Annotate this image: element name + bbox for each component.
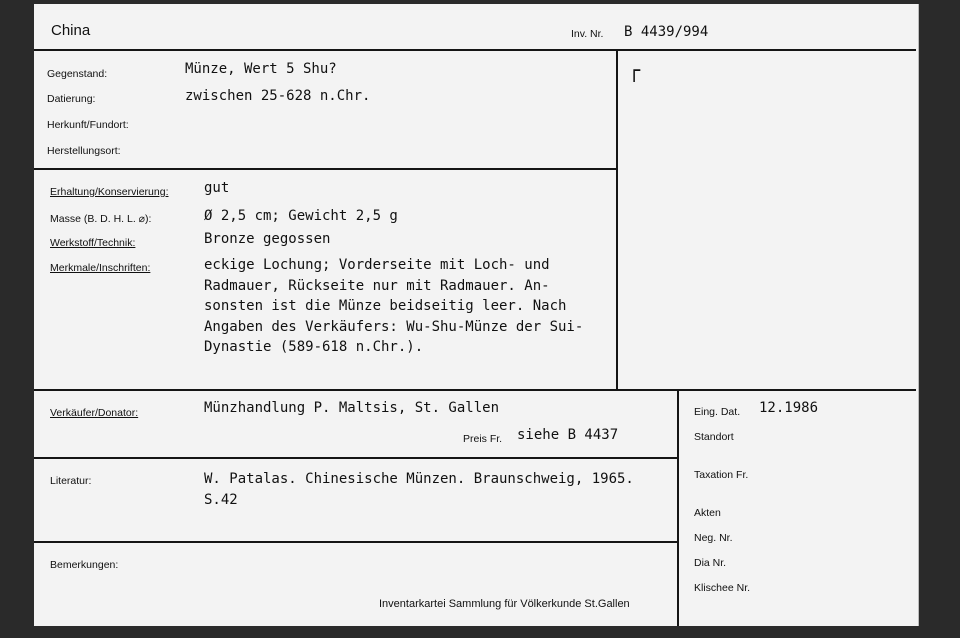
erhaltung-value: gut: [204, 180, 230, 196]
acquisition-divider: [34, 457, 679, 459]
gegenstand-label: Gegenstand:: [47, 68, 108, 80]
merkmale-line: eckige Lochung; Vorderseite mit Loch- und: [204, 257, 550, 273]
object-section-divider: [34, 168, 618, 170]
header-divider: [34, 49, 916, 51]
inventory-card: [34, 4, 919, 626]
preis-label: Preis Fr.: [463, 433, 503, 445]
literatur-line: W. Patalas. Chinesische Münzen. Braunschweig, 1965.: [204, 471, 634, 487]
photo-box-divider: [616, 49, 618, 390]
literatur-label: Literatur:: [50, 475, 92, 487]
erhaltung-label: Erhaltung/Konservierung:: [50, 186, 169, 198]
merkmale-line: Dynastie (589-618 n.Chr.).: [204, 339, 424, 355]
werkstoff-label: Werkstoff/Technik:: [50, 237, 136, 249]
country-title: China: [51, 22, 91, 39]
taxation-label: Taxation Fr.: [694, 469, 749, 481]
card-footer: Inventarkartei Sammlung für Völkerkunde St.Gallen: [379, 598, 630, 610]
preis-value: siehe B 4437: [517, 427, 619, 443]
details-section-divider: [34, 389, 916, 391]
gegenstand-value: Münze, Wert 5 Shu?: [185, 61, 337, 77]
eingang-datum-label: Eing. Dat.: [694, 406, 741, 418]
merkmale-label: Merkmale/Inschriften:: [50, 262, 151, 274]
literatur-line: S.42: [204, 491, 238, 508]
inventory-number-value: B 4439/994: [624, 24, 709, 40]
datierung-label: Datierung:: [47, 93, 96, 105]
merkmale-line: Radmauer, Rückseite nur mit Radmauer. An-: [204, 277, 550, 294]
literature-divider: [34, 541, 679, 543]
verkaeufer-label: Verkäufer/Donator:: [50, 407, 139, 419]
merkmale-line: sonsten ist die Münze beidseitig leer. Nach: [204, 298, 567, 314]
inventory-number-label: Inv. Nr.: [571, 28, 604, 40]
merkmale-line: Angaben des Verkäufers: Wu-Shu-Münze der Sui-: [204, 318, 584, 335]
neg-nr-label: Neg. Nr.: [694, 532, 733, 544]
merkmale-text: [204, 255, 583, 358]
eingang-datum-value: 12.1986: [759, 400, 819, 416]
datierung-value: zwischen 25-628 n.Chr.: [185, 88, 371, 104]
herstellungsort-label: Herstellungsort:: [47, 145, 121, 157]
klischee-nr-label: Klischee Nr.: [694, 582, 751, 594]
standort-label: Standort: [694, 431, 734, 443]
masse-value: Ø 2,5 cm; Gewicht 2,5 g: [204, 208, 398, 224]
side-column-divider: [677, 389, 679, 626]
werkstoff-value: Bronze gegossen: [204, 231, 331, 247]
verkaeufer-value: Münzhandlung P. Maltsis, St. Gallen: [204, 400, 500, 416]
akten-label: Akten: [694, 507, 721, 519]
bemerkungen-label: Bemerkungen:: [50, 559, 119, 571]
literatur-text: [204, 469, 634, 510]
herkunft-label: Herkunft/Fundort:: [47, 119, 129, 131]
photo-corner-mark: ┌: [628, 58, 641, 82]
masse-label: Masse (B. D. H. L. ⌀):: [50, 213, 152, 225]
dia-nr-label: Dia Nr.: [694, 557, 727, 569]
